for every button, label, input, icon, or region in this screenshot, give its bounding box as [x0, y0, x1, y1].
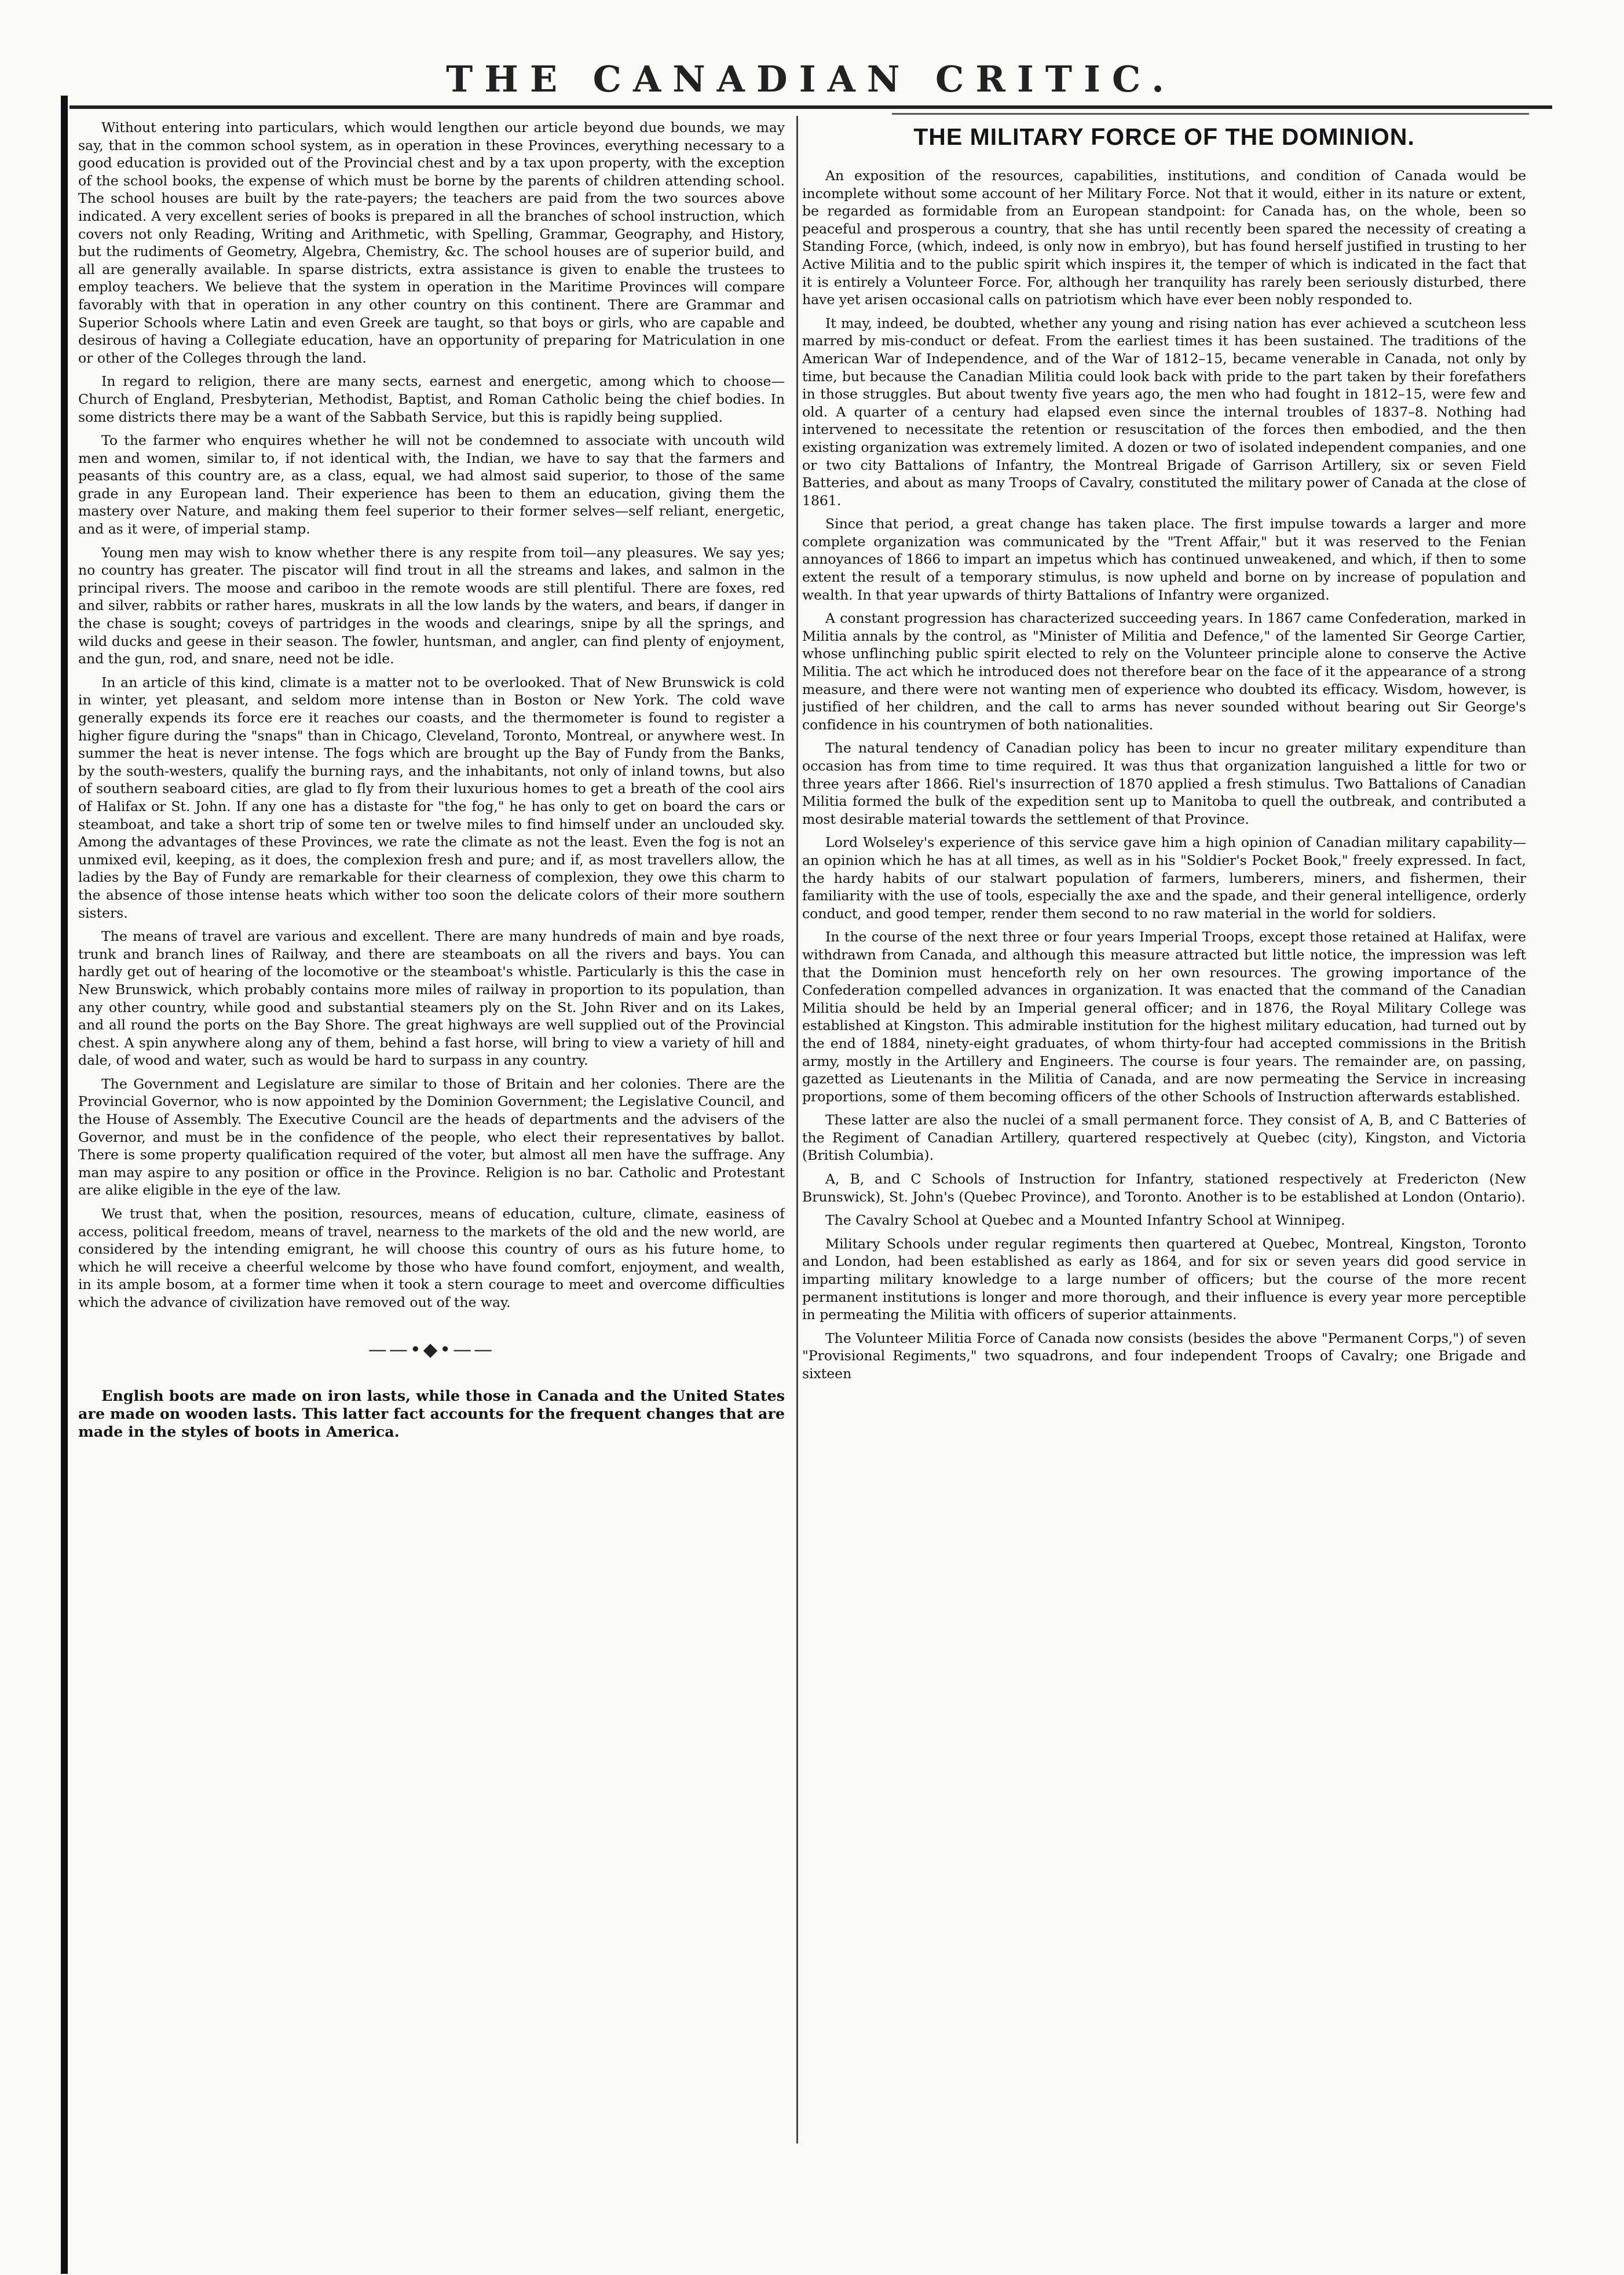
- boots-note: English boots are made on iron lasts, while those in Canada and the United States are made on wooden lasts. This latter fact accounts for the frequent changes that are made in the styles of boots in America.: [78, 1386, 785, 1440]
- right-paragraph-12: The Volunteer Militia Force of Canada now consists (besides the above "Permanent Corps,") of seven "Provisional Regiments," two squadrons, and four independent Troops of Cavalry; one Brigade and sixteen: [802, 1330, 1526, 1382]
- right-paragraph-4: A constant progression has characterized succeeding years. In 1867 came Confederation, marked in Militia annals by the control, as "Minister of Militia and Defence," of the lamented Sir George Cartier, whose unflinching public spirit elected to rely on the Volunteer principle alone to conserve the Active Militia. The act which he introduced does not therefore bear on the face of it the appearance of a strong measure, and there were not wanting men of experience who doubted its efficacy. Wisdom, however, is justified of her children, and the call to arms has never sounded without bearing out Sir George's confidence in his countrymen of both nationalities.: [802, 610, 1526, 733]
- left-paragraph-2: In regard to religion, there are many sects, earnest and energetic, among which to choose—Church of England, Presbyterian, Methodist, Baptist, and Roman Catholic being the chief bodies. In some districts there may be a want of the Sabbath Service, but this is rapidly being supplied.: [78, 373, 785, 425]
- section-ornament: ——•◆•——: [368, 1338, 495, 1360]
- left-margin-rule: [61, 96, 68, 2274]
- column-divider: [796, 116, 798, 2143]
- left-paragraph-8: We trust that, when the position, resources, means of education, culture, climate, easiness of access, political freedom, means of travel, nearness to the markets of the old and the new world, are considered by the intending emigrant, he will choose this country of ours as his future home, to which he will receive a cheerful welcome by those who have found comfort, enjoyment, and wealth, in its ample bosom, at a former time when it took a stern courage to meet and overcome difficulties which the advance of civilization have removed out of the way.: [78, 1206, 785, 1310]
- left-paragraph-5: In an article of this kind, climate is a matter not to be overlooked. That of New Brunswick is cold in winter, yet pleasant, and seldom more intense than in Boston or New York. The cold wave generally expends its force ere it reaches our coasts, and the thermometer is found to register a higher figure during the "snaps" than in Chicago, Cleveland, Toronto, Montreal, or anywhere west. In summer the heat is never intense. The fogs which are brought up the Bay of Fundy from the Banks, by the south-westers, qualify the burning rays, and the inhabitants, not only of inland towns, but also of southern seaboard cities, are glad to fly from their luxurious homes to get a breath of the cool airs of Halifax or St. John. If any one has a distaste for "the fog," he has only to get on board the cars or steamboat, and take a short trip of some ten or twelve miles to find himself under an unclouded sky. Among the advantages of these Provinces, we rate the climate as not the least. Even the fog is not an unmixed evil, keeping, as it does, the complexion fresh and pure; and if, as most travellers allow, the ladies by the Bay of Fundy are remarkable for their clearness of complexion, they owe this charm to the absence of those intense heats which wither too soon the delicate colors of their more southern sisters.: [78, 674, 785, 921]
- right-paragraph-5: The natural tendency of Canadian policy has been to incur no greater military expenditure than occasion has from time to time required. It was thus that organization languished a little for two or three years after 1866. Riel's insurrection of 1870 applied a fresh stimulus. Two Battalions of Canadian Militia formed the bulk of the expedition sent up to Manitoba to quell the outbreak, and contributed a most desirable material towards the settlement of that Province.: [802, 740, 1526, 827]
- left-paragraph-3: To the farmer who enquires whether he will not be condemned to associate with uncouth wild men and women, similar to, if not identical with, the Indian, we have to say that the farmers and peasants of this country are, as a class, equal, we had almost said superior, to those of the same grade in any European land. Their experience has been to them an education, giving them the mastery over Nature, and making them feel superior to their former selves—self reliant, energetic, and as it were, of imperial stamp.: [78, 432, 785, 538]
- article-title: THE MILITARY FORCE OF THE DOMINION.: [913, 123, 1415, 150]
- left-paragraph-4: Young men may wish to know whether there is any respite from toil—any pleasures. We say yes; no country has greater. The piscator will find trout in all the streams and lakes, and salmon in the principal rivers. The moose and cariboo in the remote woods are still plentiful. There are foxes, red and silver, rabbits or rather hares, muskrats in all the low lands by the waters, and bears, if danger in the chase is sought; coveys of partridges in the woods and clearings, snipe by all the springs, and wild ducks and geese in their season. The fowler, huntsman, and angler, can find plenty of enjoyment, and the gun, rod, and snare, need not be idle.: [78, 544, 785, 667]
- right-paragraph-7: In the course of the next three or four years Imperial Troops, except those retained at Halifax, were withdrawn from Canada, and although this measure attracted but little notice, the impression was left that the Dominion must henceforth rely on her own resources. The growing importance of the Confederation compelled advances in organization. It was enacted that the command of the Canadian Militia should be held by an Imperial general officer; and in 1876, the Royal Military College was established at Kingston. This admirable institution for the highest military education, had turned out by the end of 1884, ninety-eight graduates, of whom thirty-four had accepted commissions in the British army, mostly in the Artillery and Engineers. The course is four years. The remainder are, on passing, gazetted as Lieutenants in the Militia of Canada, and are now permeating the Service in increasing proportions, some of them becoming officers of the other Schools of Instruction afterwards established.: [802, 929, 1526, 1105]
- right-column: [802, 119, 1526, 2216]
- masthead: THE CANADIAN CRITIC.: [446, 58, 1176, 100]
- right-paragraph-1: An exposition of the resources, capabilities, institutions, and condition of Canada would be incomplete without some account of her Military Force. Not that it would, either in its nature or extent, be regarded as formidable from an European standpoint: for Canada has, on the whole, been so peaceful and prosperous a country, that she has until recently been spared the necessity of creating a Standing Force, (which, indeed, is only now in embryo), but has found herself justified in trusting to her Active Militia and to the public spirit which inspires it, the temper of which is indicated in the fact that it is entirely a Volunteer Force. For, although her tranquility has rarely been seriously disturbed, there have yet arisen occasional calls on patriotism which have ever been nobly responded to.: [802, 167, 1526, 308]
- left-paragraph-6: The means of travel are various and excellent. There are many hundreds of main and bye roads, trunk and branch lines of Railway, and there are steamboats on all the rivers and bays. You can hardly get out of hearing of the locomotive or the steamboat's whistle. Particularly is this the case in New Brunswick, which probably contains more miles of railway in proportion to its population, than any other country, while good and substantial steamers ply on the St. John River and on its Lakes, and all round the ports on the Bay Shore. The great highways are well supplied out of the Provincial chest. A spin anywhere along any of them, behind a fast horse, will bring to view a variety of hill and dale, of wood and water, such as would be hard to surpass in any country.: [78, 928, 785, 1069]
- right-paragraph-9: A, B, and C Schools of Instruction for Infantry, stationed respectively at Fredericton (New Brunswick), St. John's (Quebec Province), and Toronto. Another is to be established at London (Ontario).: [802, 1171, 1526, 1205]
- right-paragraph-3: Since that period, a great change has taken place. The first impulse towards a larger and more complete organization was communicated by the "Trent Affair," but it was reserved to the Fenian annoyances of 1866 to impart an impetus which has continued unweakened, and which, if then to some extent the result of a temporary stimulus, is now upheld and borne on by increase of population and wealth. In that year upwards of thirty Battalions of Infantry were organized.: [802, 516, 1526, 603]
- masthead-rule: [70, 105, 1552, 109]
- title-underline-rule: [892, 113, 1529, 115]
- left-paragraph-1: Without entering into particulars, which would lengthen our article beyond due bounds, we may say, that in the common school system, as in operation in these Provinces, everything necessary to a good education is provided out of the Provincial chest and by a tax upon property, with the exception of the school books, the expense of which must be borne by the parents of children attending school. The school houses are built by the rate-payers; the teachers are paid from the two sources above indicated. A very excellent series of books is prepared in all the branches of school instruction, which covers not only Reading, Writing and Arithmetic, with Spelling, Grammar, Geography, and History, but the rudiments of Geometry, Algebra, Chemistry, &c. The school houses are of superior build, and all are generally available. In sparse districts, extra assistance is given to enable the trustees to employ teachers. We believe that the system in operation in the Maritime Provinces will compare favorably with that in operation in any other country on this continent. There are Grammar and Superior Schools where Latin and even Greek are taught, so that boys or girls, who are capable and desirous of having a Collegiate education, have an opportunity of preparing for Matriculation in one or other of the Colleges through the land.: [78, 119, 785, 366]
- left-paragraph-7: The Government and Legislature are similar to those of Britain and her colonies. There are the Provincial Governor, who is now appointed by the Dominion Government; the Legislative Council, and the House of Assembly. The Executive Council are the heads of departments and the advisers of the Governor, and must be in the confidence of the people, who elect their representatives by ballot. There is some property qualification required of the voter, but almost all men have the suffrage. Any man may aspire to any position or office in the Province. Religion is no bar. Catholic and Protestant are alike eligible in the eye of the law.: [78, 1075, 785, 1199]
- right-paragraph-2: It may, indeed, be doubted, whether any young and rising nation has ever achieved a scutcheon less marred by mis-conduct or defeat. From the earliest times it has been sustained. The traditions of the American War of Independence, and of the War of 1812–15, became venerable in Canada, not only by time, but because the Canadian Militia could look back with pride to the part taken by their forefathers in those struggles. But about twenty five years ago, the men who had fought in 1812–15, were few and old. A quarter of a century had elapsed even since the internal troubles of 1837–8. Nothing had intervened to necessitate the retention or resuscitation of the forces then embodied, and the then existing organization was extremely limited. A dozen or two of isolated independent companies, and one or two city Battalions of Infantry, the Montreal Brigade of Garrison Artillery, six or seven Field Batteries, and about as many Troops of Cavalry, constituted the military power of Canada at the close of 1861.: [802, 315, 1526, 509]
- right-paragraph-10: The Cavalry School at Quebec and a Mounted Infantry School at Winnipeg.: [825, 1212, 1345, 1229]
- left-column: [78, 119, 785, 2216]
- right-paragraph-6: Lord Wolseley's experience of this service gave him a high opinion of Canadian military capability—an opinion which he has at all times, as well as in his "Soldier's Pocket Book," freely expressed. In fact, the hardy habits of our stalwart population of farmers, lumberers, miners, and fishermen, their familiarity with the use of tools, especially the axe and the spade, and their general intelligence, orderly conduct, and good temper, render them second to no raw material in the world for soldiers.: [802, 834, 1526, 922]
- right-paragraph-11: Military Schools under regular regiments then quartered at Quebec, Montreal, Kingston, Toronto and London, had been established as early as 1864, and for six or seven years did good service in imparting military knowledge to a large number of officers; but the course of the more recent permanent institutions is longer and more thorough, and their influence is every year more perceptible in permeating the Militia with officers of superior attainments.: [802, 1235, 1526, 1323]
- right-paragraph-8: These latter are also the nuclei of a small permanent force. They consist of A, B, and C Batteries of the Regiment of Canadian Artillery, quartered respectively at Quebec (city), Kingston, and Victoria (British Columbia).: [802, 1112, 1526, 1164]
